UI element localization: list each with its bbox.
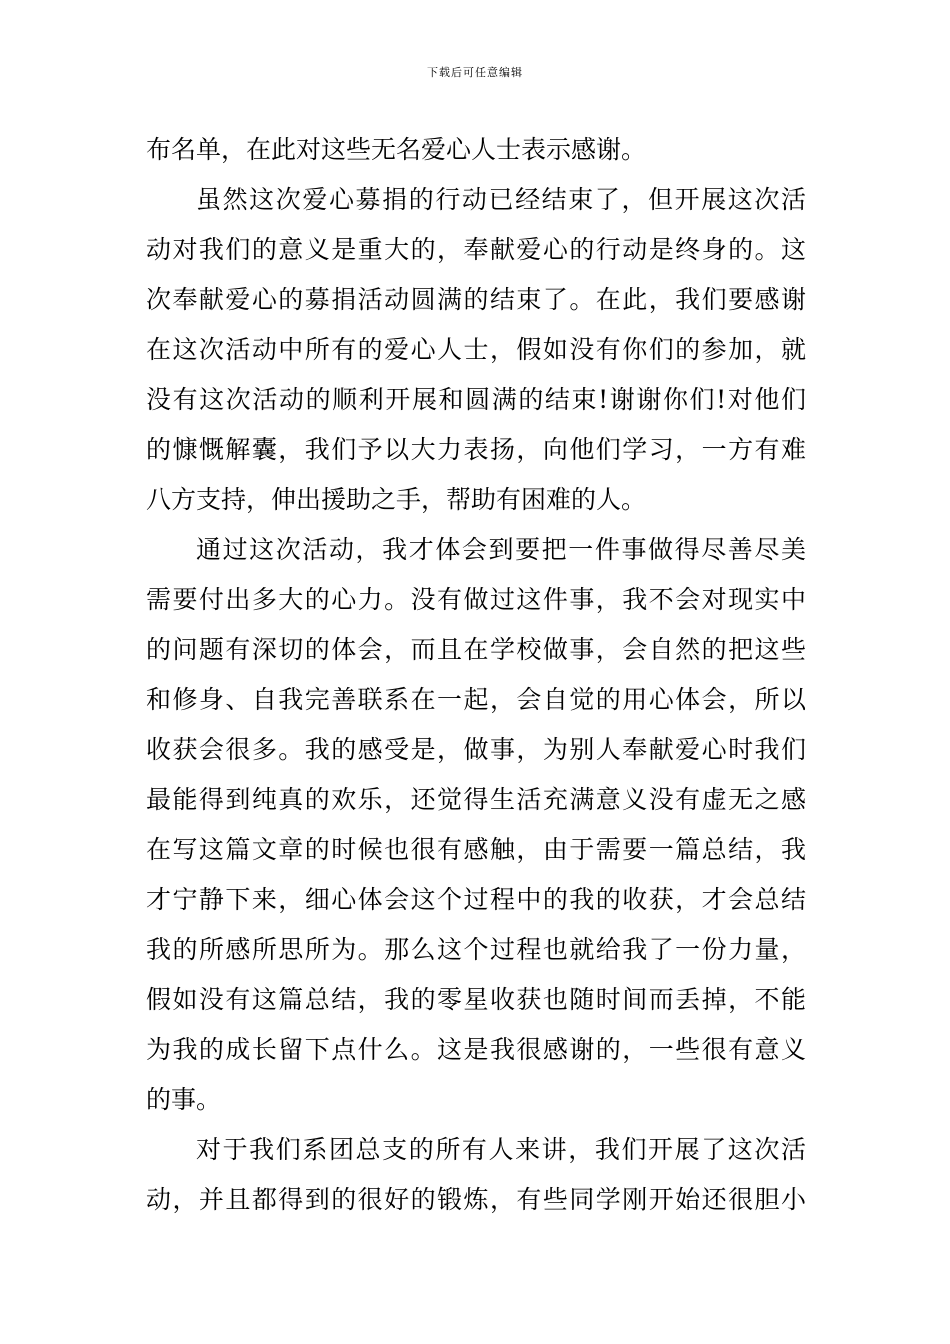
text-line: 没有这次活动的顺利开展和圆满的结束!谢谢你们!对他们 (146, 385, 806, 414)
page-header: 下载后可任意编辑 (427, 66, 523, 79)
text-line: 虽然这次爱心募捐的行动已经结束了，但开展这次活 (196, 185, 806, 214)
text-line: 的慷慨解囊，我们予以大力表扬，向他们学习，一方有难 (146, 435, 806, 464)
text-line: 动对我们的意义是重大的，奉献爱心的行动是终身的。这 (146, 235, 806, 264)
document-body (146, 125, 806, 1225)
text-line: 八方支持，伸出援助之手，帮助有困难的人。 (146, 485, 647, 514)
text-line: 最能得到纯真的欢乐，还觉得生活充满意义没有虚无之感 (146, 785, 806, 814)
text-line: 需要付出多大的心力。没有做过这件事，我不会对现实中 (146, 585, 806, 614)
text-line: 我的所感所思所为。那么这个过程也就给我了一份力量， (146, 935, 806, 964)
text-line: 为我的成长留下点什么。这是我很感谢的，一些很有意义 (146, 1035, 806, 1064)
text-line: 动，并且都得到的很好的锻炼，有些同学刚开始还很胆小 (146, 1185, 806, 1214)
text-line: 的问题有深切的体会，而且在学校做事，会自然的把这些 (146, 635, 806, 664)
text-line: 在写这篇文章的时候也很有感触，由于需要一篇总结，我 (146, 835, 806, 864)
text-line: 假如没有这篇总结，我的零星收获也随时间而丢掉，不能 (146, 985, 806, 1014)
text-line: 的事。 (146, 1085, 222, 1114)
text-line: 才宁静下来，细心体会这个过程中的我的收获，才会总结 (146, 885, 806, 914)
text-line: 对于我们系团总支的所有人来讲，我们开展了这次活 (196, 1135, 806, 1164)
text-line: 收获会很多。我的感受是，做事，为别人奉献爱心时我们 (146, 735, 806, 764)
text-line: 通过这次活动，我才体会到要把一件事做得尽善尽美 (196, 535, 806, 564)
text-line: 在这次活动中所有的爱心人士，假如没有你们的参加，就 (146, 335, 806, 364)
text-line: 布名单，在此对这些无名爱心人士表示感谢。 (146, 135, 647, 164)
text-line: 和修身、自我完善联系在一起，会自觉的用心体会，所以 (146, 685, 806, 714)
text-line: 次奉献爱心的募捐活动圆满的结束了。在此，我们要感谢 (146, 285, 806, 314)
